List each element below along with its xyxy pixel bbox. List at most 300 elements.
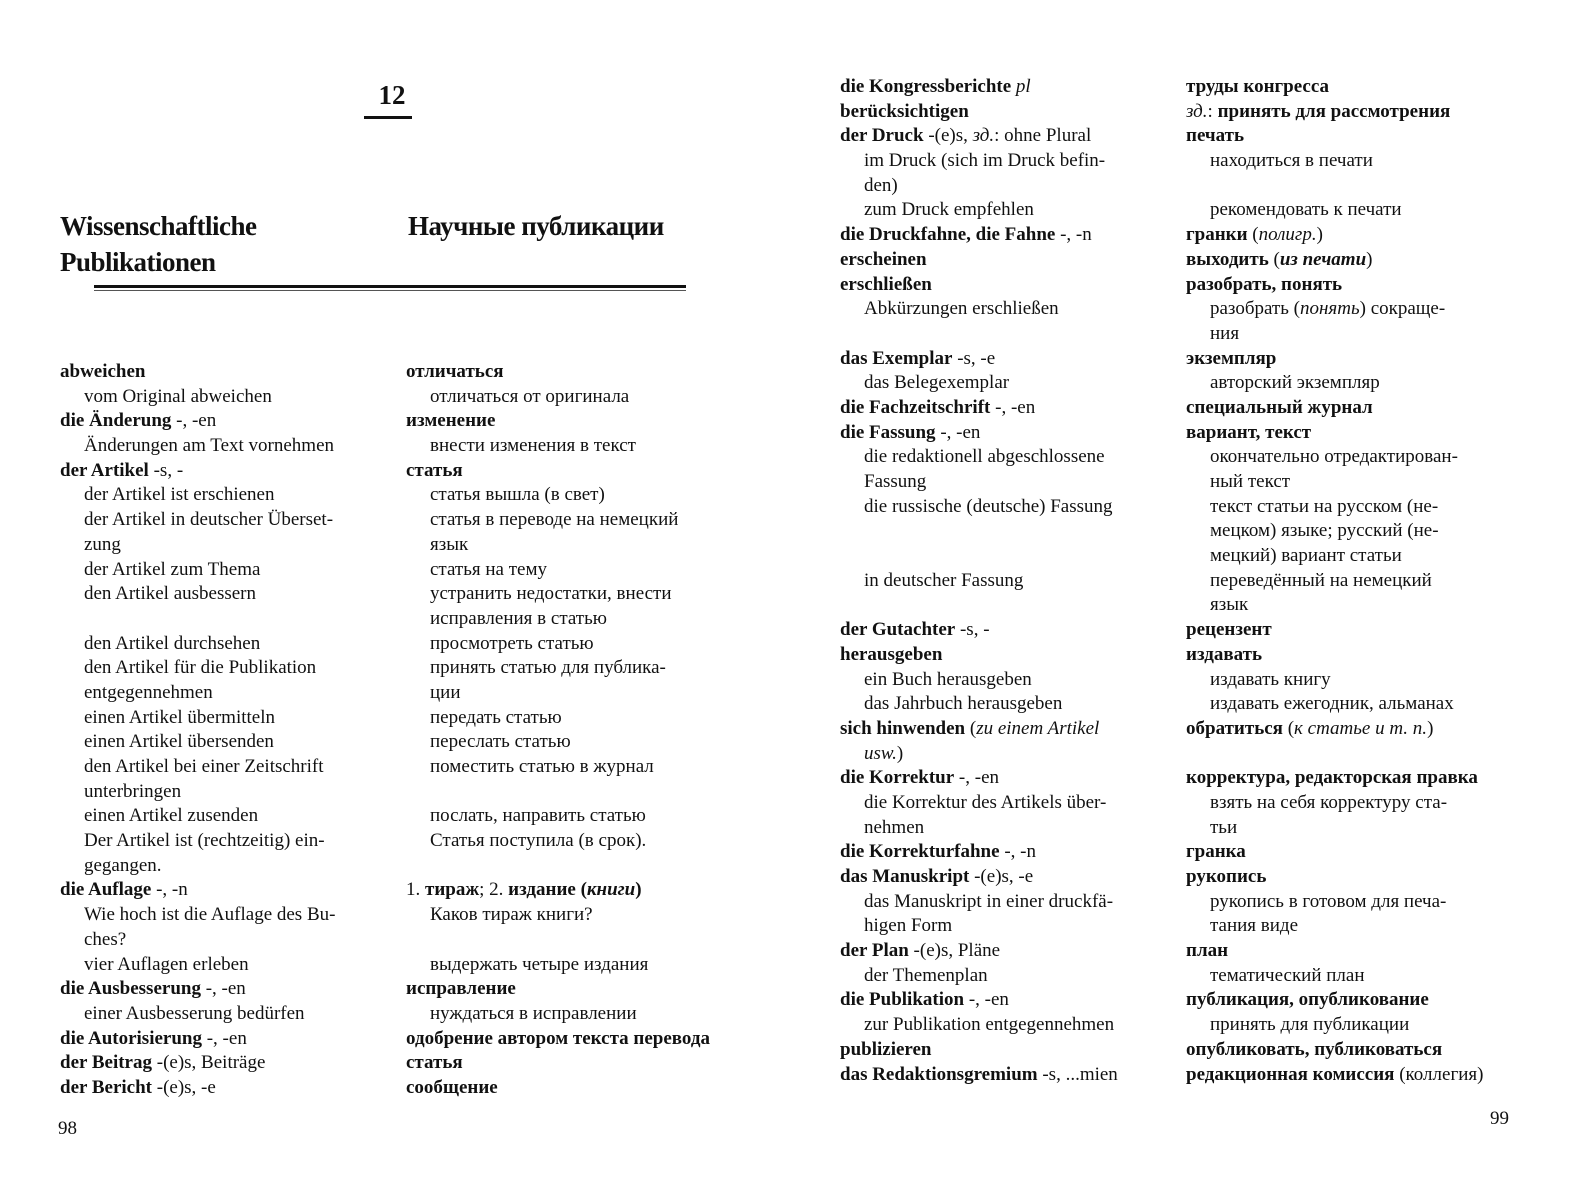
entry-text: выдержать четыре издания [430,953,649,975]
entry-line [1186,100,1516,125]
headword: разобрать, понять [1186,273,1343,295]
entry-text: передать статью [430,706,562,728]
entry-text: die russische (deutsche) Fassung [864,495,1113,517]
entry-line [1186,816,1516,841]
entry-line [840,495,1170,520]
headword: die Auflage [60,879,152,901]
entry-line [840,297,1170,322]
entry-line [60,459,390,484]
entry-line [1186,445,1516,470]
entry-text: gegangen. [84,854,162,876]
entry-line [840,964,1170,989]
entry-line [1186,964,1516,989]
entry-text: принять статью для публика- [430,657,666,679]
entry-text: -, -en [201,1027,247,1049]
entry-line [840,766,1170,791]
entry-text: -s, - [148,459,184,481]
title-german-line-2: Publikationen [60,247,216,277]
entry-text: устранить недостатки, внести [430,583,672,605]
headword: издавать [1186,643,1262,665]
entry-line [60,780,390,805]
entry-line [1186,421,1516,446]
entry-text: -(e)s, Beiträge [152,1052,266,1074]
entry-line [60,903,390,928]
entry-line [840,149,1170,174]
entry-line [60,434,390,459]
entry-text: нуждаться в исправлении [430,1002,637,1024]
entry-text: Wie hoch ist die Auflage des Bu- [84,904,336,926]
entry-text: Änderungen am Text vornehmen [84,435,334,457]
headword: die Korrektur [840,767,955,789]
entry-text: der Artikel in deutscher Überset- [84,509,334,531]
entry-line [60,977,390,1002]
headword: опубликовать, публиковаться [1186,1038,1443,1060]
entry-text: die Korrektur des Artikels über- [864,791,1107,813]
headword: гранка [1186,841,1246,863]
title-german-line-1: Wissenschaftliche [60,211,257,241]
entry-text: язык [1210,594,1249,616]
entry-line [1186,248,1516,273]
right-russian-column [1186,75,1516,1087]
entry-text: язык [430,533,469,555]
entry-text: статья на тему [430,558,547,580]
entry-line [840,124,1170,149]
entry-line [1186,544,1516,569]
headword: die Autorisierung [60,1027,202,1049]
title-russian: Научные публикации [408,211,664,241]
entry-text: das Jahrbuch herausgeben [864,693,1063,715]
entry-text: тания виде [1210,915,1299,937]
chapter-number: 12 [378,80,406,110]
entry-line [840,470,1170,495]
entry-text: переслать статью [430,731,571,753]
blank-line [60,607,390,632]
entry-line [406,385,736,410]
headword: die Ausbesserung [60,978,201,1000]
entry-text: -, -n [151,879,188,901]
entry-line [1186,593,1516,618]
entry-text: nehmen [864,816,925,838]
headword: статья [406,1052,463,1074]
entry-line [406,1002,736,1027]
entry-line [1186,223,1516,248]
entry-text: ) [1316,224,1323,246]
entry-line [406,434,736,459]
entry-line [840,100,1170,125]
entry-text: издавать книгу [1210,668,1331,690]
entry-text: im Druck (sich im Druck befin- [864,150,1106,172]
entry-text: зд. [1186,100,1208,122]
entry-text: авторский экземпляр [1210,372,1380,394]
entry-line [60,582,390,607]
entry-text: полигр. [1258,224,1317,246]
entry-text: ции [430,681,461,703]
entry-line [406,903,736,928]
headword: статья [406,459,463,481]
entry-line [840,1013,1170,1038]
entry-text: мецкий) вариант статьи [1210,545,1402,567]
headword: выходить [1186,248,1269,270]
right-german-column [840,75,1170,1087]
entry-text: внести изменения в текст [430,435,636,457]
headword: sich hinwenden [840,717,966,739]
headword: berücksichtigen [840,100,969,122]
entry-text: окончательно отредактирован- [1210,446,1458,468]
entry-line [1186,371,1516,396]
entry-line [60,385,390,410]
entry-text: рукопись в готовом для печа- [1210,890,1447,912]
headword: der Druck [840,125,924,147]
headword: das Redaktionsgremium [840,1063,1038,1085]
entry-text: : ohne Plural [994,125,1092,147]
entry-text: den Artikel bei einer Zeitschrift [84,756,324,777]
entry-line [406,977,736,1002]
entry-line [840,643,1170,668]
headword: der Bericht [60,1076,152,1098]
headword: der Gutachter [840,619,956,641]
entry-text: der Artikel ist erschienen [84,484,275,506]
entry-text: послать, направить статью [430,805,646,827]
entry-line [840,1063,1170,1088]
chapter-number-underline [364,116,412,119]
entry-line [840,569,1170,594]
entry-line [60,730,390,755]
entry-text: zur Publikation entgegennehmen [864,1014,1115,1036]
headword: изменение [406,410,496,432]
entry-text: Каков тираж книги? [430,904,593,926]
entry-text: тьи [1210,816,1238,838]
entry-text: den Artikel ausbessern [84,583,257,605]
entry-line [60,483,390,508]
entry-text: ; 2. [479,879,509,901]
blank-line [406,928,736,953]
headword: труды конгресса [1186,76,1329,97]
entry-text: ( [1268,248,1280,270]
entry-line [1186,569,1516,594]
entry-line [60,508,390,533]
entry-line [1186,297,1516,322]
title-rule [94,285,686,288]
headword: книги [586,879,636,901]
entry-text: pl [1015,76,1031,97]
entry-text: Fassung [864,471,927,492]
entry-line [1186,347,1516,372]
entry-line [840,742,1170,767]
entry-text: ches? [84,928,127,950]
title-german [60,208,380,280]
blank-line [406,780,736,805]
right-page [790,0,1581,1181]
headword: die Druckfahne, die Fahne [840,224,1056,246]
entry-line [1186,495,1516,520]
headword: publizieren [840,1038,932,1060]
entry-text: разобрать ( [1210,298,1300,320]
entry-line [840,396,1170,421]
entry-line [1186,865,1516,890]
entry-text: зд. [972,125,995,147]
entry-line [840,248,1170,273]
blank-line [1186,174,1516,199]
entry-line [840,988,1170,1013]
entry-line [1186,717,1516,742]
left-german-column [60,360,390,1101]
entry-line [840,816,1170,841]
entry-line [1186,198,1516,223]
entry-line [60,928,390,953]
entry-line [406,409,736,434]
entry-line [1186,519,1516,544]
entry-text: исправления в статью [430,607,607,629]
headword: редакционная комиссия [1186,1063,1395,1085]
entry-line [406,804,736,829]
headword: abweichen [60,361,146,382]
page-number-left: 98 [58,1118,77,1139]
headword: отличаться [406,361,504,382]
entry-text: -s, -e [952,347,996,369]
entry-text: -s, ...mien [1037,1063,1118,1085]
entry-line [406,1051,736,1076]
headword: ) [635,879,642,901]
headword: из печати [1279,248,1367,270]
entry-text: den Artikel für die Publikation [84,657,317,679]
headword: die Publikation [840,989,965,1011]
entry-line [840,174,1170,199]
left-page [0,0,790,1181]
entry-line [840,890,1170,915]
entry-text: текст статьи на русском (не- [1210,495,1439,517]
blank-line [406,854,736,879]
entry-text: принять для публикации [1210,1014,1410,1036]
entry-text: издавать ежегодник, альманах [1210,693,1454,715]
entry-text: higen Form [864,915,953,937]
entry-line [406,459,736,484]
entry-text: -, -n [999,841,1036,863]
entry-line [1186,692,1516,717]
entry-line [406,558,736,583]
entry-line [406,730,736,755]
headword: рецензент [1186,619,1272,641]
blank-line [840,593,1170,618]
headword: die Fachzeitschrift [840,396,991,418]
entry-text: статья вышла (в свет) [430,484,605,506]
left-russian-column [406,360,736,1101]
entry-line [840,223,1170,248]
entry-text: ) сокраще- [1359,298,1446,320]
entry-text: просмотреть статью [430,632,594,654]
entry-text: die redaktionell abgeschlossene [864,446,1105,468]
entry-line [60,558,390,583]
blank-line [840,322,1170,347]
entry-text: ( [1282,717,1295,739]
entry-line [60,656,390,681]
entry-line [406,582,736,607]
entry-line [60,829,390,854]
entry-line [1186,396,1516,421]
entry-line [406,607,736,632]
entry-line [60,953,390,978]
headword: публикация, опубликование [1186,989,1429,1011]
entry-line [406,656,736,681]
entry-text: ) [1366,248,1373,270]
entry-text: usw. [864,742,897,764]
entry-text: unterbringen [84,780,182,802]
entry-line [1186,668,1516,693]
entry-line [1186,643,1516,668]
entry-text: статья в переводе на немецкий [430,509,679,531]
entry-line [406,755,736,780]
blank-line [840,544,1170,569]
entry-text: ) [896,742,904,764]
entry-text: -(e)s, -e [969,866,1034,887]
entry-text: ) [1427,717,1434,739]
headword: исправление [406,978,516,1000]
entry-text: -, -en [964,989,1009,1011]
entry-line [406,483,736,508]
entry-text: к статье и т. п. [1294,717,1428,739]
entry-line [1186,890,1516,915]
entry-line [1186,1063,1516,1088]
entry-text: 1. [406,879,425,901]
entry-text: -, -en [935,421,981,443]
entry-line [1186,1038,1516,1063]
headword: die Fassung [840,421,936,443]
entry-text: Der Artikel ist (rechtzeitig) ein- [84,830,325,852]
entry-text: den) [864,174,898,196]
entry-line [60,878,390,903]
entry-line [840,347,1170,372]
entry-line [840,198,1170,223]
entry-text: -, -en [954,767,1000,789]
headword: das Exemplar [840,347,953,369]
entry-line [60,1002,390,1027]
entry-text: -(e)s, -e [152,1076,216,1098]
headword: одобрение автором текста перевода [406,1027,710,1049]
entry-line [1186,149,1516,174]
headword: издание ( [508,879,587,901]
entry-text: einen Artikel übermitteln [84,706,276,728]
entry-text: ein Buch herausgeben [864,668,1032,690]
entry-text: -s, - [955,619,990,641]
entry-line [406,878,736,903]
headword: erschließen [840,273,932,295]
entry-text: zum Druck empfehlen [864,199,1034,221]
entry-line [840,692,1170,717]
entry-text: поместить статью в журнал [430,756,654,777]
entry-line [1186,1013,1516,1038]
entry-text: переведённый на немецкий [1210,569,1432,591]
entry-text: das Belegexemplar [864,372,1010,394]
entry-line [406,681,736,706]
entry-text: рекомендовать к печати [1210,199,1402,221]
entry-line [840,75,1170,100]
entry-line [60,681,390,706]
entry-text: den Artikel durchsehen [84,632,261,654]
entry-line [1186,75,1516,100]
entry-text: zu einem Artikel [976,717,1100,739]
headword: herausgeben [840,643,943,665]
entry-text: отличаться от оригинала [430,385,630,407]
headword: der Artikel [60,459,149,481]
entry-line [406,1076,736,1101]
headword: das Manuskript [840,866,970,887]
entry-line [406,1027,736,1052]
entry-line [60,1076,390,1101]
entry-text: -, -en [200,978,246,1000]
entry-line [60,533,390,558]
entry-line [1186,322,1516,347]
entry-text: vier Auflagen erleben [84,953,249,975]
headword: die Änderung [60,410,172,432]
entry-text: einer Ausbesserung bedürfen [84,1002,305,1024]
entry-line [406,360,736,385]
headword: гранки [1186,224,1248,246]
entry-line [60,755,390,780]
entry-line [1186,914,1516,939]
entry-line [840,273,1170,298]
entry-line [1186,273,1516,298]
entry-line [60,706,390,731]
entry-text: -, -en [990,396,1036,418]
entry-line [1186,840,1516,865]
entry-line [60,1051,390,1076]
headword: die Kongressberichte [840,76,1012,97]
entry-line [1186,470,1516,495]
entry-line [1186,766,1516,791]
headword: план [1186,940,1229,962]
entry-line [1186,124,1516,149]
headword: обратиться [1186,717,1283,739]
entry-line [840,421,1170,446]
entry-line [1186,618,1516,643]
entry-text: : [1207,100,1218,122]
entry-text: (коллегия) [1394,1063,1484,1085]
entry-line [406,706,736,731]
entry-line [406,953,736,978]
entry-text: das Manuskript in einer druckfä- [864,890,1114,912]
entry-line [406,829,736,854]
entry-line [840,791,1170,816]
entry-text: ( [1247,224,1259,246]
headword: корректура, редакторская правка [1186,767,1478,789]
entry-line [406,508,736,533]
blank-line [1186,742,1516,767]
headword: der Beitrag [60,1052,152,1074]
entry-text: тематический план [1210,964,1365,986]
entry-text: ный текст [1210,471,1291,492]
entry-line [840,865,1170,890]
entry-text: Статья поступила (в срок). [430,830,647,852]
entry-line [60,1027,390,1052]
entry-line [840,717,1170,742]
headword: специальный журнал [1186,396,1373,418]
entry-line [60,632,390,657]
headword: die Korrekturfahne [840,841,1000,863]
entry-text: der Artikel zum Thema [84,558,261,580]
headword: экземпляр [1186,347,1277,369]
entry-line [840,1038,1170,1063]
entry-text: zung [84,533,121,555]
headword: рукопись [1186,866,1267,887]
blank-line [840,519,1170,544]
entry-text: der Themenplan [864,964,988,986]
entry-text: Abkürzungen erschließen [864,298,1059,320]
entry-line [1186,939,1516,964]
entry-text: -(e)s, Pläne [908,940,1001,962]
entry-text: -, -en [171,410,217,432]
entry-line [1186,791,1516,816]
entry-text: in deutscher Fassung [864,569,1024,591]
entry-text: ния [1210,322,1240,344]
